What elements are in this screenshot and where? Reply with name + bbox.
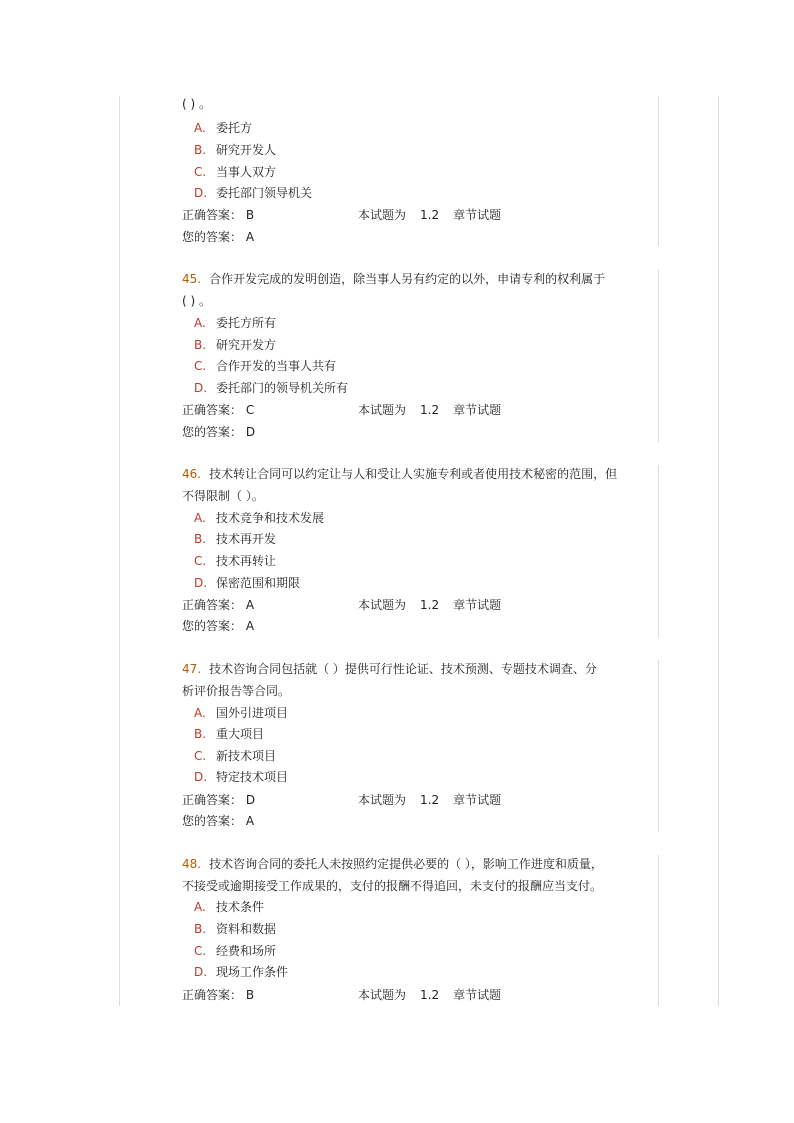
- correct-answer-row: 正确答案： B 本试题为 1.2 章节试题: [182, 208, 502, 222]
- question-stem-line: 45. 合作开发完成的发明创造，除当事人另有约定的以外，申请专利的权利属于: [182, 272, 606, 286]
- option-c: C. 经费和场所: [194, 944, 277, 958]
- your-answer-value: A: [245, 619, 255, 633]
- question-stem-line: ( ) 。: [182, 294, 211, 308]
- option-c: C. 技术再转让: [194, 554, 277, 568]
- question-stem-line: 47. 技术咨询合同包括就（ ）提供可行性论证、技术预测、专题技术调查、分: [182, 662, 597, 676]
- option-b: B. 研究开发人: [194, 143, 277, 157]
- option-d: D. 保密范围和期限: [194, 576, 301, 590]
- option-b: B. 资料和数据: [194, 922, 277, 936]
- question-stem-line: 不接受或逾期接受工作成果的，支付的报酬不得追回，未支付的报酬应当支付。: [182, 879, 603, 893]
- option-d: D. 现场工作条件: [194, 965, 289, 979]
- page-border-left: [119, 96, 120, 1006]
- question-stem-line: 析评价报告等合同。: [182, 684, 291, 698]
- option-a: A. 国外引进项目: [194, 706, 289, 720]
- option-d: D. 委托部门的领导机关所有: [194, 381, 349, 395]
- question-stem-line: 不得限制（ ）。: [182, 489, 264, 503]
- option-a: A. 委托方: [194, 121, 253, 135]
- correct-answer-row: 正确答案： A 本试题为 1.2 章节试题: [182, 598, 502, 612]
- question-number: 46.: [182, 467, 202, 481]
- score-value: 1.2: [420, 598, 440, 612]
- question-border: [658, 660, 659, 832]
- your-answer-value: D: [245, 425, 256, 439]
- your-answer-row: 您的答案： D: [182, 425, 256, 439]
- your-answer-value: A: [245, 814, 255, 828]
- option-a: A. 委托方所有: [194, 316, 277, 330]
- correct-answer-value: B: [245, 988, 255, 1002]
- correct-answer-value: B: [245, 208, 255, 222]
- your-answer-row: 您的答案： A: [182, 230, 255, 244]
- option-b: B. 重大项目: [194, 727, 265, 741]
- correct-answer-value: C: [245, 403, 255, 417]
- question-border: [658, 96, 659, 246]
- option-a: A. 技术条件: [194, 900, 265, 914]
- option-c: C. 合作开发的当事人共有: [194, 359, 337, 373]
- correct-answer-row: 正确答案： B 本试题为 1.2 章节试题: [182, 988, 502, 1002]
- question-border: [658, 270, 659, 442]
- your-answer-row: 您的答案： A: [182, 814, 255, 828]
- your-answer-row: 您的答案： A: [182, 619, 255, 633]
- option-d: D. 委托部门领导机关: [194, 186, 313, 200]
- question-border: [658, 465, 659, 637]
- correct-answer-row: 正确答案： D 本试题为 1.2 章节试题: [182, 793, 502, 807]
- option-b: B. 技术再开发: [194, 532, 277, 546]
- page-border-right: [718, 96, 719, 1006]
- score-value: 1.2: [420, 793, 440, 807]
- your-answer-value: A: [245, 230, 255, 244]
- question-number: 48.: [182, 857, 202, 871]
- option-b: B. 研究开发方: [194, 338, 277, 352]
- option-c: C. 新技术项目: [194, 749, 277, 763]
- question-stem-line: 46. 技术转让合同可以约定让与人和受让人实施专利或者使用技术秘密的范围，但: [182, 467, 618, 481]
- score-value: 1.2: [420, 403, 440, 417]
- correct-answer-value: D: [245, 793, 256, 807]
- option-a: A. 技术竞争和技术发展: [194, 511, 325, 525]
- correct-answer-value: A: [245, 598, 255, 612]
- question-number: 45.: [182, 272, 202, 286]
- score-value: 1.2: [420, 988, 440, 1002]
- correct-answer-row: 正确答案： C 本试题为 1.2 章节试题: [182, 403, 502, 417]
- option-d: D. 特定技术项目: [194, 770, 289, 784]
- question-border: [658, 855, 659, 1006]
- question-stem-line: ( ) 。: [182, 97, 211, 111]
- question-stem-line: 48. 技术咨询合同的委托人未按照约定提供必要的（ ），影响工作进度和质量，: [182, 857, 603, 871]
- option-c: C. 当事人双方: [194, 165, 277, 179]
- question-number: 47.: [182, 662, 202, 676]
- score-value: 1.2: [420, 208, 440, 222]
